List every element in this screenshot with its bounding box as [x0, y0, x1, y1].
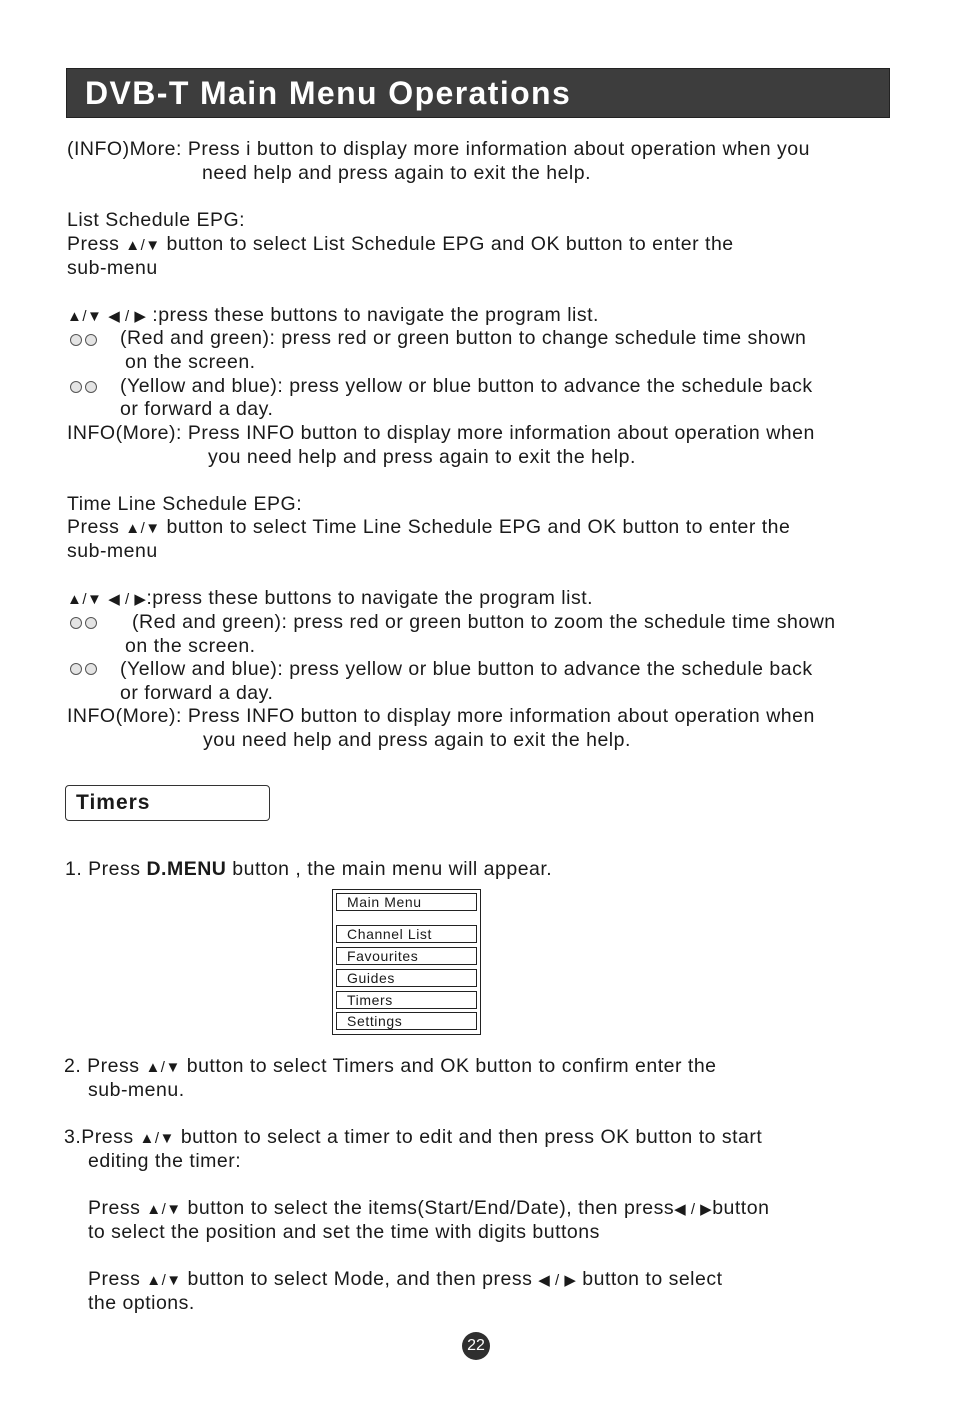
up-down-arrows-icon: ▲/▼ [67, 591, 103, 608]
yellow-blue-buttons-icon [70, 662, 100, 680]
timeline-epg-heading: Time Line Schedule EPG: [67, 493, 303, 515]
timeline-epg-info-2: you need help and press again to exit the help. [203, 729, 631, 751]
menu-item-settings: Settings [336, 1012, 477, 1030]
title-bar [66, 68, 890, 118]
timeline-epg-red-green: (Red and green): press red or green button to zoom the schedule time shown [132, 611, 836, 633]
list-epg-yellow-blue-2: or forward a day. [120, 398, 274, 420]
timers-press-mode: Press ▲/▼ button to select Mode, and then press ◀ / ▶ button to select [88, 1268, 723, 1290]
menu-item-timers: Timers [336, 991, 477, 1009]
yellow-blue-buttons-icon [70, 380, 100, 398]
timers-step1: 1. Press D.MENU button , the main menu will appear. [65, 858, 553, 880]
dmenu-key: D.MENU [146, 858, 227, 880]
timeline-epg-red-green-2: on the screen. [125, 635, 256, 657]
red-green-buttons-icon [70, 616, 100, 634]
main-menu-title: Main Menu [336, 893, 477, 911]
menu-item-channel-list: Channel List [336, 925, 477, 943]
timers-press-mode-line2: the options. [88, 1292, 195, 1314]
timers-step2: 2. Press ▲/▼ button to select Timers and OK button to confirm enter the [64, 1055, 717, 1077]
red-green-buttons-icon [70, 333, 100, 351]
up-down-arrows-icon: ▲/▼ [125, 237, 161, 254]
list-epg-info-2: you need help and press again to exit the help. [208, 446, 636, 468]
up-down-arrows-icon: ▲/▼ [146, 1201, 182, 1218]
info-more-line1: (INFO)More: Press i button to display more information about operation when you [67, 138, 810, 160]
timers-step3: 3.Press ▲/▼ button to select a timer to edit and then press OK button to start [64, 1126, 763, 1148]
info-more-line2: need help and press again to exit the help. [202, 162, 592, 184]
timers-press-items-line2: to select the position and set the time with digits buttons [88, 1221, 600, 1243]
timers-press-items: Press ▲/▼ button to select the items(Start/End/Date), then press◀ / ▶button [88, 1197, 770, 1219]
up-down-arrows-icon: ▲/▼ [145, 1059, 181, 1076]
timeline-epg-nav-line: ▲/▼ ◀ / ▶:press these buttons to navigate the program list. [67, 587, 594, 609]
timers-step3-line2: editing the timer: [88, 1150, 242, 1172]
list-epg-press-line: Press ▲/▼ button to select List Schedule EPG and OK button to enter the [67, 233, 734, 255]
left-right-arrows-icon: ◀ / ▶ [674, 1201, 713, 1218]
page-title: DVB-T Main Menu Operations [85, 75, 572, 111]
timeline-epg-yellow-blue-2: or forward a day. [120, 682, 274, 704]
list-epg-yellow-blue: (Yellow and blue): press yellow or blue button to advance the schedule back [120, 375, 813, 397]
timeline-epg-submenu: sub-menu [67, 540, 158, 562]
list-epg-nav-line: ▲/▼ ◀ / ▶ :press these buttons to navigate the program list. [67, 304, 599, 326]
up-down-arrows-icon: ▲/▼ [146, 1272, 182, 1289]
up-down-arrows-icon: ▲/▼ [139, 1130, 175, 1147]
timeline-epg-press-line: Press ▲/▼ button to select Time Line Schedule EPG and OK button to enter the [67, 516, 791, 538]
menu-item-guides: Guides [336, 969, 477, 987]
list-epg-submenu: sub-menu [67, 257, 158, 279]
timers-section-box [65, 785, 270, 821]
up-down-arrows-icon: ▲/▼ [67, 308, 103, 325]
left-right-arrows-icon: ◀ / ▶ [108, 308, 147, 325]
list-epg-red-green: (Red and green): press red or green button to change schedule time shown [120, 327, 807, 349]
page-number: 22 [462, 1332, 490, 1360]
main-menu-illustration [332, 889, 481, 1035]
list-epg-red-green-2: on the screen. [125, 351, 256, 373]
timeline-epg-yellow-blue: (Yellow and blue): press yellow or blue button to advance the schedule back [120, 658, 813, 680]
list-epg-heading: List Schedule EPG: [67, 209, 246, 231]
list-epg-info: INFO(More): Press INFO button to display more information about operation when [67, 422, 815, 444]
left-right-arrows-icon: ◀ / ▶ [108, 591, 147, 608]
timers-heading: Timers [76, 791, 151, 814]
left-right-arrows-icon: ◀ / ▶ [538, 1272, 577, 1289]
timers-step2-line2: sub-menu. [88, 1079, 185, 1101]
up-down-arrows-icon: ▲/▼ [125, 520, 161, 537]
timeline-epg-info: INFO(More): Press INFO button to display more information about operation when [67, 705, 815, 727]
menu-item-favourites: Favourites [336, 947, 477, 965]
